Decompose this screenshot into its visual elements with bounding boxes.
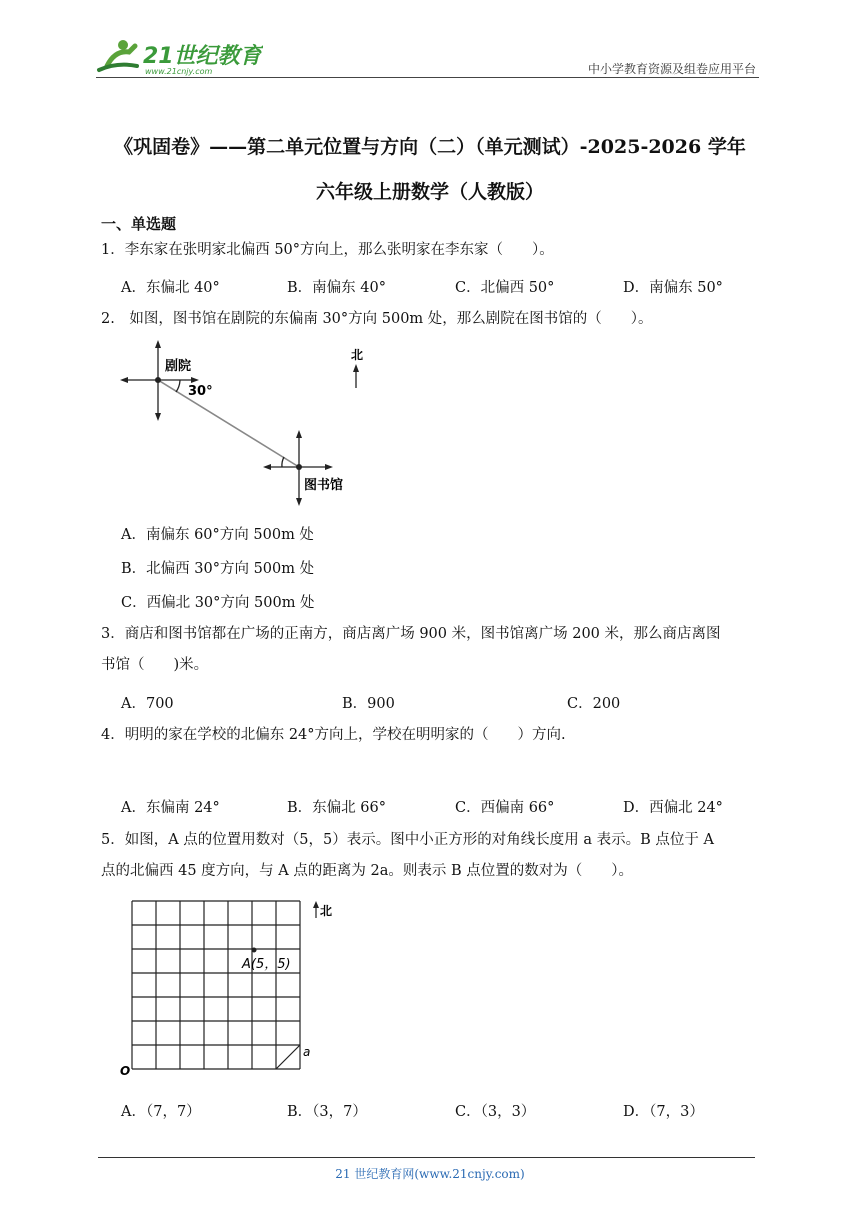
- q3-option-c: C．200: [567, 696, 621, 712]
- grid-north-label: 北: [320, 904, 333, 918]
- q1-option-a: A．东偏北 40°: [121, 280, 220, 296]
- question-1: 1．李东家在张明家北偏西 50°方向上，那么张明家在李东家（ ）。: [101, 242, 554, 258]
- logo-text: 21世纪教育: [143, 44, 262, 69]
- q5-grid-figure: [118, 893, 343, 1083]
- q2-figure: [118, 338, 368, 508]
- site-logo: [93, 36, 263, 78]
- logo-url: www.21cnjy.com: [145, 67, 213, 76]
- title-line-1: 《巩固卷》——第二单元位置与方向（二）（单元测试）-2025-2026 学年: [114, 136, 746, 158]
- question-5-line-2: 点的北偏西 45 度方向，与 A 点的距离为 2a。则表示 B 点位置的数对为（ ）。: [101, 863, 633, 879]
- q2-option-b: B．北偏西 30°方向 500m 处: [121, 561, 315, 577]
- q4-option-c: C．西偏南 66°: [455, 800, 555, 816]
- q4-option-b: B．东偏北 66°: [287, 800, 386, 816]
- q1-option-b: B．南偏东 40°: [287, 280, 386, 296]
- q3-option-a: A．700: [121, 696, 174, 712]
- origin-label: O: [120, 1064, 131, 1078]
- question-4: 4．明明的家在学校的北偏东 24°方向上，学校在明明家的（ ）方向.: [101, 727, 566, 743]
- q5-option-d: D．（7，3）: [623, 1104, 704, 1120]
- q1-option-d: D．南偏东 50°: [623, 280, 723, 296]
- q5-option-b: B．（3，7）: [287, 1104, 367, 1120]
- footer-divider: [98, 1157, 755, 1158]
- q4-option-d: D．西偏北 24°: [623, 800, 723, 816]
- question-3-line-2: 书馆（ )米。: [101, 657, 209, 673]
- q4-option-a: A．东偏南 24°: [121, 800, 220, 816]
- question-5-line-1: 5．如图，A 点的位置用数对（5，5）表示。图中小正方形的对角线长度用 a 表示。B 点位于 A: [101, 832, 714, 848]
- q3-option-b: B．900: [342, 696, 395, 712]
- point-a-label: A(5，5): [242, 957, 291, 972]
- library-label: 图书馆: [304, 478, 344, 493]
- footer-text: 21 世纪教育网(www.21cnjy.com): [335, 1167, 525, 1181]
- q5-option-a: A．（7，7）: [121, 1104, 201, 1120]
- question-2: 2. 如图，图书馆在剧院的东偏南 30°方向 500m 处，那么剧院在图书馆的（ ）。: [101, 311, 653, 327]
- title-line-2: 六年级上册数学（人教版）: [315, 181, 544, 203]
- header-right-text: 中小学教育资源及组卷应用平台: [587, 62, 756, 76]
- q5-option-c: C．（3，3）: [455, 1104, 536, 1120]
- q2-option-a: A．南偏东 60°方向 500m 处: [121, 527, 314, 543]
- question-3-line-1: 3．商店和图书馆都在广场的正南方，商店离广场 900 米，图书馆离广场 200 米，那么商店离图: [101, 626, 721, 642]
- q2-option-c: C．西偏北 30°方向 500m 处: [121, 595, 315, 611]
- theater-label: 剧院: [165, 359, 192, 374]
- header-divider: [96, 77, 759, 78]
- q1-option-c: C．北偏西 50°: [455, 280, 555, 296]
- diagonal-label: a: [303, 1045, 311, 1059]
- north-label: 北: [351, 348, 364, 362]
- section-heading: 一、单选题: [101, 215, 177, 233]
- angle-label: 30°: [188, 384, 213, 399]
